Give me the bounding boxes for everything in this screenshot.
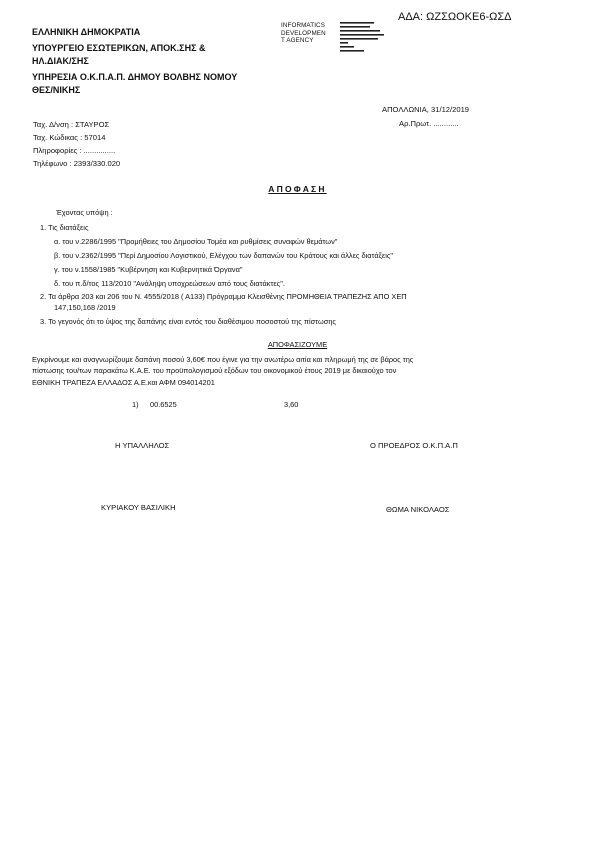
kae-row-number: 1): [132, 400, 139, 409]
contact-phone: Τηλέφωνο : 2393/330.020: [33, 159, 121, 168]
signature-role-president: Ο ΠΡΟΕΔΡΟΣ Ο.Κ.Π.Α.Π: [370, 441, 458, 450]
provision-item-1d: δ. του π.δ/τος 113/2010 "Ανάληψη υποχρεώσεων από τους διατάκτες".: [54, 279, 285, 288]
provision-item-1: 1. Τις διατάξεις: [40, 223, 89, 232]
provision-item-1b: β. του ν.2362/1995 "Περί Δημοσίου Λογιστικού, Ελέγχου των δαπανών του Κράτους και άλλες διατάξεις": [54, 251, 394, 260]
header-line-ministry: ΥΠΟΥΡΓΕΙΟ ΕΣΩΤΕΡΙΚΩΝ, ΑΠΟΚ.ΣΗΣ &: [32, 43, 206, 53]
signature-name-president: ΘΩΜΑ ΝΙΚΟΛΑΟΣ: [386, 505, 450, 514]
we-decide-heading: ΑΠΟΦΑΣΙΖΟΥΜΕ: [267, 340, 328, 349]
provision-item-2: 2. Τα άρθρα 203 και 206 του Ν. 4555/2018 ( Α133) Πρόγραμμα Κλεισθένης ΠΡΟΜΗΘΕΙΑ ΤΡΑΠΕΖΗΣ ΑΠΟ ΧΕΠ: [40, 292, 407, 301]
stamp-line-3: T AGENCY: [281, 37, 314, 44]
decision-line-1: Εγκρίνουμε και αναγνωρίζουμε δαπάνη ποσού 3,60€ που έγινε για την ανωτέρω αιτία και πληρωμή της σε βάρος της: [32, 355, 414, 364]
considering-intro: Έχοντας υπόψη :: [56, 208, 113, 217]
kae-amount: 3,60: [284, 400, 299, 409]
provision-item-3: 3. Το γεγονός ότι το ύψος της δαπάνης είναι εντός του διαθέσιμου ποσοστού της πίστωσης: [40, 317, 336, 326]
kae-code: 00.6525: [150, 400, 177, 409]
stamp-fine-print: [340, 22, 392, 54]
signature-role-employee: Η ΥΠΑΛΛΗΛΟΣ: [115, 441, 170, 450]
signature-name-employee: ΚΥΡΙΑΚΟΥ ΒΑΣΙΛΙΚΗ: [101, 503, 176, 512]
protocol-number: Αρ.Πρωτ. ............: [399, 119, 459, 128]
contact-info: Πληροφορίες : ...............: [33, 146, 116, 155]
decision-title: ΑΠΟΦΑΣΗ: [268, 184, 327, 194]
informatics-stamp: [281, 22, 326, 45]
document-date: ΑΠΟΛΛΩΝΙΑ, 31/12/2019: [382, 105, 470, 114]
header-line-service: ΥΠΗΡΕΣΙΑ Ο.Κ.Π.Α.Π. ΔΗΜΟΥ ΒΟΛΒΗΣ ΝΟΜΟΥ: [32, 72, 238, 82]
contact-address: Ταχ. Δ/νση : ΣΤΑΥΡΟΣ: [33, 120, 110, 129]
provision-item-1c: γ. του ν.1558/1985 "Κυβέρνηση και Κυβερνητικά Όργανα": [54, 265, 243, 274]
contact-postal-code: Ταχ. Κώδικας : 57014: [33, 133, 106, 142]
ada-code: ΑΔΑ: ΩΖΣΩΟΚΕ6-ΩΣΔ: [398, 11, 512, 23]
decision-line-2: πίστωσης του/των παρακάτω Κ.Α.Ε. του προϋπολογισμού εξόδων του οικονομικού έτους 2019 με δικαιούχο τον: [32, 366, 397, 375]
header-line-region: ΘΕΣ/ΝΙΚΗΣ: [32, 85, 81, 95]
header-line-republic: ΕΛΛΗΝΙΚΗ ΔΗΜΟΚΡΑΤΙΑ: [32, 27, 141, 37]
stamp-line-1: INFORMATICS: [281, 22, 326, 29]
header-line-ministry-cont: ΗΛ.ΔΙΑΚ/ΣΗΣ: [32, 56, 89, 66]
decision-line-3: ΕΘΝΙΚΗ ΤΡΑΠΕΖΑ ΕΛΛΑΔΟΣ Α.Ε.και ΑΦΜ 094014201: [32, 378, 215, 387]
provision-item-1a: α. του ν.2286/1995 "Προμήθειες του Δημοσίου Τομέα και ρυθμίσεις συναφών θεμάτων": [54, 237, 338, 246]
stamp-line-2: DEVELOPMEN: [281, 29, 326, 37]
provision-item-2-cont: 147,150,168 /2019: [54, 303, 116, 312]
